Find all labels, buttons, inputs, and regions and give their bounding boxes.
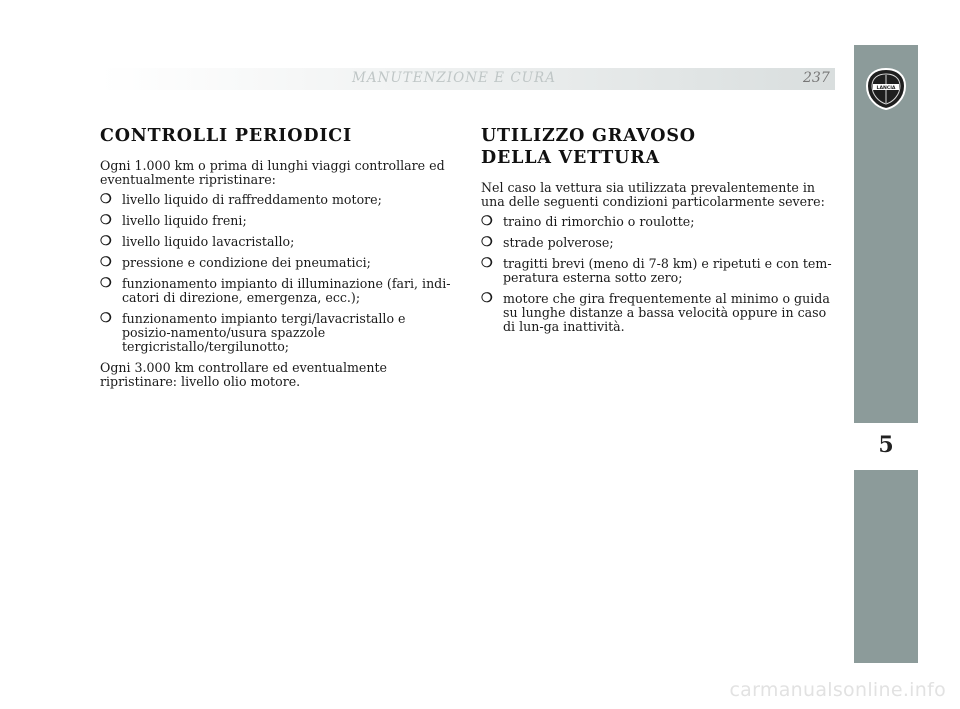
circle-bullet-icon: ❍ bbox=[481, 256, 493, 271]
intro-paragraph: Nel caso la vettura sia utilizzata prevalentemente in una delle seguenti condizioni particolarmente severe: bbox=[481, 180, 825, 209]
chapter-tab-bottom bbox=[854, 470, 918, 663]
list-item: ❍ motore che gira frequentemente al minimo o guida su lunghe distanze a bassa velocità oppure in caso di lun-ga inattività. bbox=[481, 291, 830, 334]
svg-text:LANCIA: LANCIA bbox=[876, 86, 896, 91]
chapter-number: 5 bbox=[878, 432, 894, 458]
circle-bullet-icon: ❍ bbox=[100, 255, 112, 270]
list-item: ❍ tragitti brevi (meno di 7-8 km) e ripetuti e con tem-peratura esterna sotto zero; bbox=[481, 256, 832, 285]
conditions-list bbox=[481, 215, 834, 334]
list-item: ❍ strade polverose; bbox=[481, 235, 614, 250]
section-heading-utilizzo: UTILIZZO GRAVOSO DELLA VETTURA bbox=[481, 126, 696, 168]
running-title: MANUTENZIONE E CURA bbox=[352, 70, 556, 86]
circle-bullet-icon: ❍ bbox=[100, 234, 112, 249]
outro-paragraph: Ogni 3.000 km controllare ed eventualmente ripristinare: livello olio motore. bbox=[100, 360, 387, 389]
circle-bullet-icon: ❍ bbox=[100, 276, 112, 291]
watermark: carmanualsonline.info bbox=[729, 679, 946, 701]
list-item: ❍ livello liquido freni; bbox=[100, 213, 247, 228]
circle-bullet-icon: ❍ bbox=[481, 235, 493, 250]
list-item: ❍ livello liquido di raffreddamento motore; bbox=[100, 192, 382, 207]
right-column bbox=[481, 125, 834, 341]
section-heading-controlli: CONTROLLI PERIODICI bbox=[100, 126, 353, 146]
circle-bullet-icon: ❍ bbox=[100, 311, 112, 326]
page-number: 237 bbox=[803, 70, 830, 86]
circle-bullet-icon: ❍ bbox=[481, 214, 493, 229]
list-item: ❍ funzionamento impianto di illuminazione (fari, indi-catori di direzione, emergenza, ecc.); bbox=[100, 276, 451, 305]
list-item: ❍ funzionamento impianto tergi/lavacristallo e posizio-namento/usura spazzole tergicristallo/tergilunotto; bbox=[100, 311, 406, 354]
list-item: ❍ traino di rimorchio o roulotte; bbox=[481, 214, 695, 229]
intro-paragraph: Ogni 1.000 km o prima di lunghi viaggi controllare ed eventualmente ripristinare: bbox=[100, 158, 445, 187]
circle-bullet-icon: ❍ bbox=[100, 213, 112, 228]
left-column bbox=[100, 125, 455, 395]
checklist bbox=[100, 193, 455, 354]
circle-bullet-icon: ❍ bbox=[481, 291, 493, 306]
circle-bullet-icon: ❍ bbox=[100, 192, 112, 207]
list-item: ❍ pressione e condizione dei pneumatici; bbox=[100, 255, 371, 270]
list-item: ❍ livello liquido lavacristallo; bbox=[100, 234, 295, 249]
lancia-shield-icon bbox=[865, 67, 907, 111]
